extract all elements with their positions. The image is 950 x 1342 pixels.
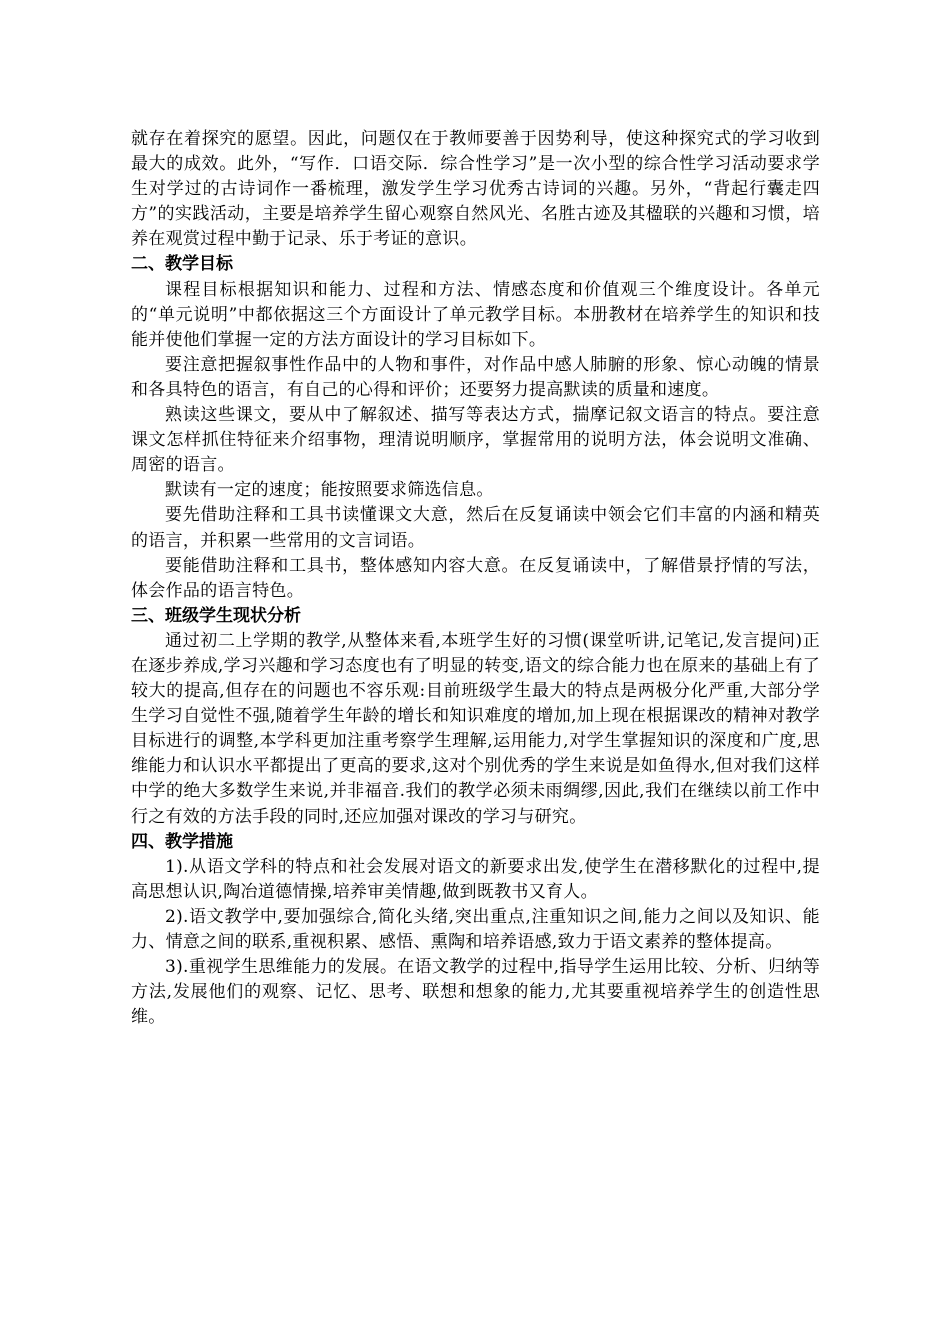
analysis-paragraph: 通过初二上学期的教学,从整体来看,本班学生好的习惯(课堂听讲,记笔记,发言提问)正在逐步养成,学习兴趣和学习态度也有了明显的转变,语文的综合能力也在原来的基础上有了较大的提高,但存在的问题也不容乐观:目前班级学生最大的特点是两极分化严重,大部分学生学习自觉性不强,随着学生年龄的增长和知识难度的增加,加上现在根据课改的精神对教学目标进行的调整,本学科更加注重考察学生理解,运用能力,对学生掌握知识的深度和广度,思维能力和认识水平都提出了更高的要求,这对个别优秀的学生来说是如鱼得水,但对我们这样中学的绝大多数学生来说,并非福音.我们的教学必须未雨绸缪,因此,我们在继续以前工作中行之有效的方法手段的同时,还应加强对课改的学习与研究。 [131,630,820,827]
section-heading-teaching-goals: 二、教学目标 [131,254,233,275]
measures-paragraph-3: 3).重视学生思维能力的发展。在语文教学的过程中,指导学生运用比较、分析、归纳等方法,发展他们的观察、记忆、思考、联想和想象的能力,尤其要重视培养学生的创造性思维。 [131,957,820,1028]
goals-paragraph-3: 熟读这些课文，要从中了解叙述、描写等表达方式，揣摩记叙文语言的特点。要注意课文怎样抓住特征来介绍事物，理清说明顺序，掌握常用的说明方法，体会说明文准确、周密的语言。 [131,405,820,476]
goals-paragraph-1: 课程目标根据知识和能力、过程和方法、情感态度和价值观三个维度设计。各单元的“单元说明”中都依据这三个方面设计了单元教学目标。本册教材在培养学生的知识和技能并使他们掌握一定的方法方面设计的学习目标如下。 [131,279,820,350]
goals-paragraph-5: 要先借助注释和工具书读懂课文大意，然后在反复诵读中领会它们丰富的内涵和精英的语言，并积累一些常用的文言词语。 [131,505,820,551]
measures-paragraph-1: 1).从语文学科的特点和社会发展对语文的新要求出发,使学生在潜移默化的过程中,提高思想认识,陶冶道德情操,培养审美情趣,做到既教书又育人。 [131,856,820,902]
goals-paragraph-6: 要能借助注释和工具书，整体感知内容大意。在反复诵读中，了解借景抒情的写法，体会作品的语言特色。 [131,555,820,601]
goals-paragraph-4: 默读有一定的速度；能按照要求筛选信息。 [165,480,494,501]
intro-paragraph: 就存在着探究的愿望。因此，问题仅在于教师要善于因势利导，使这种探究式的学习收到最大的成效。此外，“写作．口语交际．综合性学习”是一次小型的综合性学习活动要求学生对学过的古诗词作一番梳理，激发学生学习优秀古诗词的兴趣。另外，“背起行囊走四方”的实践活动，主要是培养学生留心观察自然风光、名胜古迹及其楹联的兴趣和习惯，培养在观赏过程中勤于记录、乐于考证的意识。 [131,129,820,250]
section-heading-teaching-measures: 四、教学措施 [131,831,233,852]
goals-paragraph-2: 要注意把握叙事性作品中的人物和事件，对作品中感人肺腑的形象、惊心动魄的情景和各具特色的语言，有自己的心得和评价；还要努力提高默读的质量和速度。 [131,354,820,400]
section-heading-class-analysis: 三、班级学生现状分析 [131,605,301,626]
measures-paragraph-2: 2).语文教学中,要加强综合,简化头绪,突出重点,注重知识之间,能力之间以及知识、能力、情意之间的联系,重视积累、感悟、熏陶和培养语感,致力于语文素养的整体提高。 [131,906,820,952]
